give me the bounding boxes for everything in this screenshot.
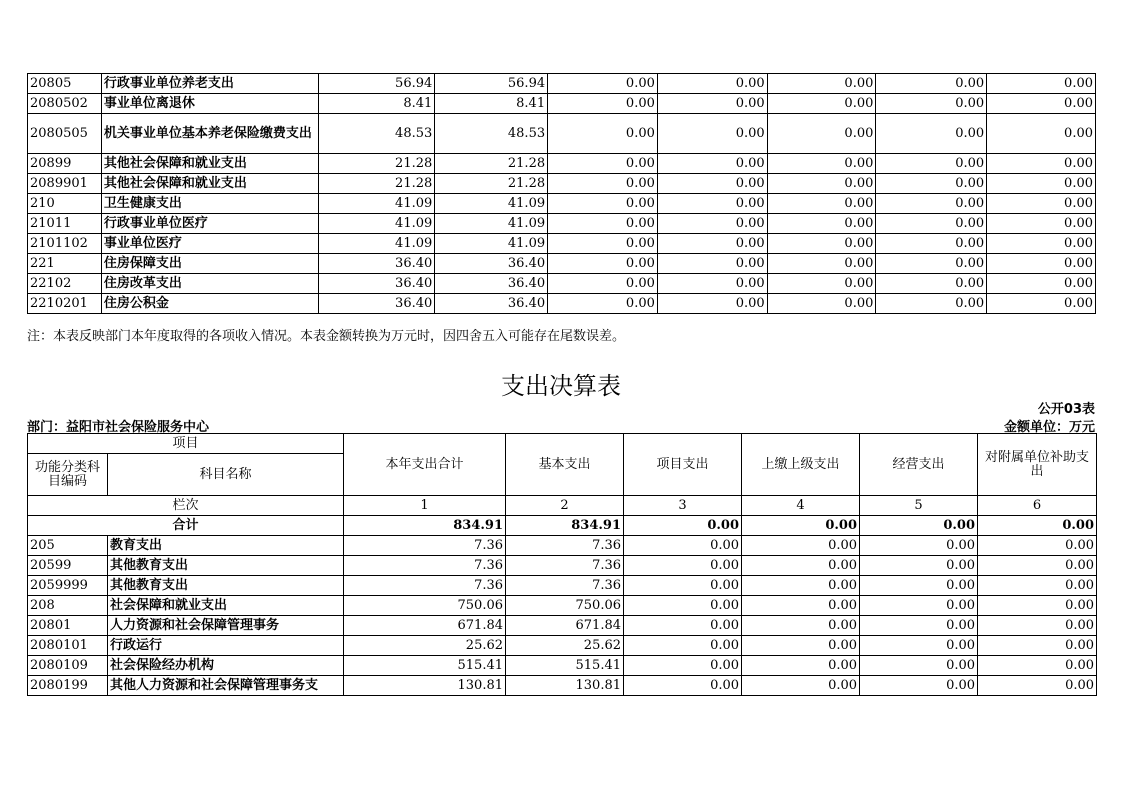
seq-4: 4: [742, 496, 860, 516]
amount-cell: 0.00: [657, 234, 767, 254]
table-row: [28, 656, 1097, 676]
subject-name-cell: 其他教育支出: [108, 576, 344, 596]
amount-cell: 0.00: [860, 536, 978, 556]
amount-cell: 0.00: [548, 114, 658, 154]
amount-cell: 0.00: [767, 274, 876, 294]
table-row: [28, 556, 1097, 576]
subject-name-cell: 机关事业单位基本养老保险缴费支出: [101, 114, 318, 154]
amount-cell: 0.00: [657, 74, 767, 94]
amount-cell: 0.00: [624, 616, 742, 636]
amount-cell: 0.00: [767, 74, 876, 94]
amount-cell: 0.00: [876, 154, 987, 174]
table-note: 注：本表反映部门本年度取得的各项收入情况。本表金额转换为万元时，因四舍五入可能存在尾数误差。: [27, 329, 626, 344]
amount-cell: 36.40: [435, 294, 548, 314]
total-row: [28, 516, 1097, 536]
amount-cell: 0.00: [548, 254, 658, 274]
amount-cell: 0.00: [978, 616, 1097, 636]
amount-cell: 0.00: [742, 636, 860, 656]
amount-cell: 0.00: [657, 214, 767, 234]
amount-cell: 0.00: [876, 114, 987, 154]
subject-code-cell: 2080502: [28, 94, 102, 114]
amount-cell: 0.00: [987, 274, 1096, 294]
amount-cell: 0.00: [978, 656, 1097, 676]
subject-code-cell: 210: [28, 194, 102, 214]
subject-name-cell: 卫生健康支出: [101, 194, 318, 214]
amount-cell: 130.81: [344, 676, 506, 696]
amount-cell: 41.09: [435, 214, 548, 234]
amount-cell: 0.00: [987, 154, 1096, 174]
amount-cell: 0.00: [742, 596, 860, 616]
amount-cell: 0.00: [624, 556, 742, 576]
amount-cell: 21.28: [435, 174, 548, 194]
income-table-continuation: [27, 73, 1096, 314]
amount-cell: 0.00: [548, 234, 658, 254]
amount-cell: 7.36: [344, 556, 506, 576]
header-col-5: 经营支出: [860, 434, 978, 496]
income-table-body: [28, 74, 1096, 314]
amount-cell: 0.00: [657, 114, 767, 154]
table-row: [28, 596, 1097, 616]
amount-cell: 515.41: [506, 656, 624, 676]
amount-cell: 0.00: [860, 636, 978, 656]
form-number: 公开03表: [1037, 402, 1095, 417]
subject-code-cell: 2080101: [28, 636, 108, 656]
amount-cell: 56.94: [319, 74, 435, 94]
header-name: 科目名称: [108, 454, 344, 496]
table-row: [28, 174, 1096, 194]
header-col-2: 基本支出: [506, 434, 624, 496]
amount-cell: 0.00: [548, 174, 658, 194]
subject-code-cell: 21011: [28, 214, 102, 234]
subject-name-cell: 其他人力资源和社会保障管理事务支: [108, 676, 344, 696]
table-row: [28, 536, 1097, 556]
amount-cell: 36.40: [319, 294, 435, 314]
amount-cell: 36.40: [435, 274, 548, 294]
amount-cell: 0.00: [657, 254, 767, 274]
amount-cell: 671.84: [344, 616, 506, 636]
subject-code-cell: 22102: [28, 274, 102, 294]
table-row: [28, 154, 1096, 174]
amount-cell: 0.00: [876, 214, 987, 234]
amount-cell: 0.00: [657, 274, 767, 294]
subject-name-cell: 行政事业单位医疗: [101, 214, 318, 234]
amount-cell: 0.00: [767, 174, 876, 194]
amount-cell: 21.28: [319, 154, 435, 174]
amount-cell: 0.00: [657, 294, 767, 314]
amount-cell: 41.09: [319, 214, 435, 234]
amount-cell: 0.00: [548, 74, 658, 94]
expense-table-body: [28, 434, 1097, 696]
amount-unit-label: 金额单位：万元: [1003, 420, 1095, 435]
subject-name-cell: 其他社会保障和就业支出: [101, 154, 318, 174]
amount-cell: 0.00: [624, 656, 742, 676]
subject-name-cell: 社会保险经办机构: [108, 656, 344, 676]
total-cell: 0.00: [978, 516, 1097, 536]
amount-cell: 0.00: [987, 194, 1096, 214]
total-label: 合计: [28, 516, 344, 536]
amount-cell: 7.36: [506, 556, 624, 576]
amount-cell: 0.00: [657, 174, 767, 194]
amount-cell: 48.53: [319, 114, 435, 154]
amount-cell: 0.00: [987, 94, 1096, 114]
table-row: [28, 294, 1096, 314]
subject-name-cell: 事业单位离退休: [101, 94, 318, 114]
amount-cell: 0.00: [767, 294, 876, 314]
amount-cell: 41.09: [435, 194, 548, 214]
subject-code-cell: 20899: [28, 154, 102, 174]
subject-code-cell: 2210201: [28, 294, 102, 314]
header-row-item: [28, 434, 1097, 454]
amount-cell: 0.00: [767, 254, 876, 274]
amount-cell: 8.41: [435, 94, 548, 114]
amount-cell: 0.00: [548, 294, 658, 314]
amount-cell: 56.94: [435, 74, 548, 94]
total-cell: 0.00: [742, 516, 860, 536]
header-col-4: 上缴上级支出: [742, 434, 860, 496]
subject-name-cell: 社会保障和就业支出: [108, 596, 344, 616]
table-row: [28, 676, 1097, 696]
subject-name-cell: 行政事业单位养老支出: [101, 74, 318, 94]
amount-cell: 0.00: [987, 174, 1096, 194]
amount-cell: 0.00: [767, 194, 876, 214]
table-row: [28, 274, 1096, 294]
total-cell: 0.00: [624, 516, 742, 536]
amount-cell: 671.84: [506, 616, 624, 636]
amount-cell: 0.00: [876, 234, 987, 254]
amount-cell: 0.00: [860, 656, 978, 676]
subject-code-cell: 2059999: [28, 576, 108, 596]
subject-name-cell: 其他社会保障和就业支出: [101, 174, 318, 194]
subject-code-cell: 2080505: [28, 114, 102, 154]
amount-cell: 0.00: [978, 596, 1097, 616]
subject-code-cell: 205: [28, 536, 108, 556]
subject-name-cell: 行政运行: [108, 636, 344, 656]
subject-code-cell: 2080199: [28, 676, 108, 696]
amount-cell: 21.28: [435, 154, 548, 174]
table-row: [28, 576, 1097, 596]
amount-cell: 750.06: [506, 596, 624, 616]
amount-cell: 0.00: [742, 616, 860, 636]
amount-cell: 0.00: [548, 194, 658, 214]
amount-cell: 0.00: [624, 536, 742, 556]
amount-cell: 0.00: [624, 596, 742, 616]
table-row: [28, 114, 1096, 154]
amount-cell: 0.00: [548, 274, 658, 294]
amount-cell: 41.09: [319, 194, 435, 214]
amount-cell: 7.36: [344, 536, 506, 556]
subject-name-cell: 住房保障支出: [101, 254, 318, 274]
table-row: [28, 254, 1096, 274]
amount-cell: 0.00: [978, 576, 1097, 596]
amount-cell: 0.00: [860, 676, 978, 696]
amount-cell: 25.62: [344, 636, 506, 656]
amount-cell: 0.00: [657, 154, 767, 174]
table-row: [28, 234, 1096, 254]
amount-cell: 0.00: [987, 214, 1096, 234]
header-col-1: 本年支出合计: [344, 434, 506, 496]
amount-cell: 750.06: [344, 596, 506, 616]
amount-cell: 7.36: [506, 576, 624, 596]
table-row: [28, 214, 1096, 234]
amount-cell: 130.81: [506, 676, 624, 696]
subject-code-cell: 2101102: [28, 234, 102, 254]
amount-cell: 0.00: [624, 676, 742, 696]
amount-cell: 0.00: [987, 74, 1096, 94]
header-col-6: 对附属单位补助支出: [978, 434, 1097, 496]
amount-cell: 0.00: [978, 676, 1097, 696]
amount-cell: 0.00: [876, 194, 987, 214]
expense-table: [27, 433, 1097, 696]
subject-name-cell: 事业单位医疗: [101, 234, 318, 254]
subject-name-cell: 住房改革支出: [101, 274, 318, 294]
amount-cell: 0.00: [876, 94, 987, 114]
amount-cell: 0.00: [548, 214, 658, 234]
amount-cell: 0.00: [987, 254, 1096, 274]
seq-1: 1: [344, 496, 506, 516]
amount-cell: 0.00: [876, 254, 987, 274]
amount-cell: 0.00: [987, 114, 1096, 154]
subject-code-cell: 20801: [28, 616, 108, 636]
table-row: [28, 94, 1096, 114]
amount-cell: 0.00: [624, 576, 742, 596]
header-col-3: 项目支出: [624, 434, 742, 496]
seq-label: 栏次: [28, 496, 344, 516]
amount-cell: 36.40: [319, 254, 435, 274]
table-row: [28, 74, 1096, 94]
amount-cell: 0.00: [876, 74, 987, 94]
total-cell: 834.91: [506, 516, 624, 536]
total-cell: 0.00: [860, 516, 978, 536]
subject-code-cell: 221: [28, 254, 102, 274]
total-cell: 834.91: [344, 516, 506, 536]
header-item: 项目: [28, 434, 344, 454]
amount-cell: 0.00: [767, 94, 876, 114]
amount-cell: 0.00: [742, 656, 860, 676]
amount-cell: 0.00: [742, 536, 860, 556]
amount-cell: 0.00: [548, 94, 658, 114]
header-code: 功能分类科目编码: [28, 454, 108, 496]
table-row: [28, 616, 1097, 636]
amount-cell: 0.00: [860, 556, 978, 576]
amount-cell: 0.00: [876, 174, 987, 194]
amount-cell: 0.00: [657, 194, 767, 214]
amount-cell: 0.00: [767, 214, 876, 234]
subject-code-cell: 2080109: [28, 656, 108, 676]
amount-cell: 0.00: [742, 576, 860, 596]
amount-cell: 0.00: [978, 556, 1097, 576]
table-row: [28, 636, 1097, 656]
amount-cell: 0.00: [767, 114, 876, 154]
amount-cell: 7.36: [506, 536, 624, 556]
amount-cell: 0.00: [876, 294, 987, 314]
subject-code-cell: 2089901: [28, 174, 102, 194]
amount-cell: 0.00: [548, 154, 658, 174]
amount-cell: 0.00: [657, 94, 767, 114]
amount-cell: 8.41: [319, 94, 435, 114]
amount-cell: 41.09: [319, 234, 435, 254]
amount-cell: 0.00: [987, 294, 1096, 314]
table-row: [28, 194, 1096, 214]
subject-name-cell: 其他教育支出: [108, 556, 344, 576]
amount-cell: 41.09: [435, 234, 548, 254]
amount-cell: 0.00: [767, 154, 876, 174]
amount-cell: 0.00: [742, 676, 860, 696]
amount-cell: 0.00: [987, 234, 1096, 254]
department-label: 部门：益阳市社会保险服务中心: [27, 420, 210, 435]
subject-name-cell: 人力资源和社会保障管理事务: [108, 616, 344, 636]
amount-cell: 0.00: [860, 616, 978, 636]
amount-cell: 0.00: [767, 234, 876, 254]
amount-cell: 0.00: [978, 536, 1097, 556]
subject-name-cell: 住房公积金: [101, 294, 318, 314]
amount-cell: 0.00: [742, 556, 860, 576]
seq-3: 3: [624, 496, 742, 516]
amount-cell: 7.36: [344, 576, 506, 596]
subject-code-cell: 20599: [28, 556, 108, 576]
subject-code-cell: 208: [28, 596, 108, 616]
header-row-seq: [28, 496, 1097, 516]
amount-cell: 21.28: [319, 174, 435, 194]
amount-cell: 36.40: [435, 254, 548, 274]
amount-cell: 25.62: [506, 636, 624, 656]
amount-cell: 0.00: [860, 596, 978, 616]
seq-5: 5: [860, 496, 978, 516]
subject-name-cell: 教育支出: [108, 536, 344, 556]
seq-6: 6: [978, 496, 1097, 516]
subject-code-cell: 20805: [28, 74, 102, 94]
amount-cell: 48.53: [435, 114, 548, 154]
amount-cell: 0.00: [978, 636, 1097, 656]
page-title: 支出决算表: [501, 372, 621, 400]
seq-2: 2: [506, 496, 624, 516]
amount-cell: 515.41: [344, 656, 506, 676]
amount-cell: 0.00: [860, 576, 978, 596]
amount-cell: 36.40: [319, 274, 435, 294]
amount-cell: 0.00: [624, 636, 742, 656]
amount-cell: 0.00: [876, 274, 987, 294]
